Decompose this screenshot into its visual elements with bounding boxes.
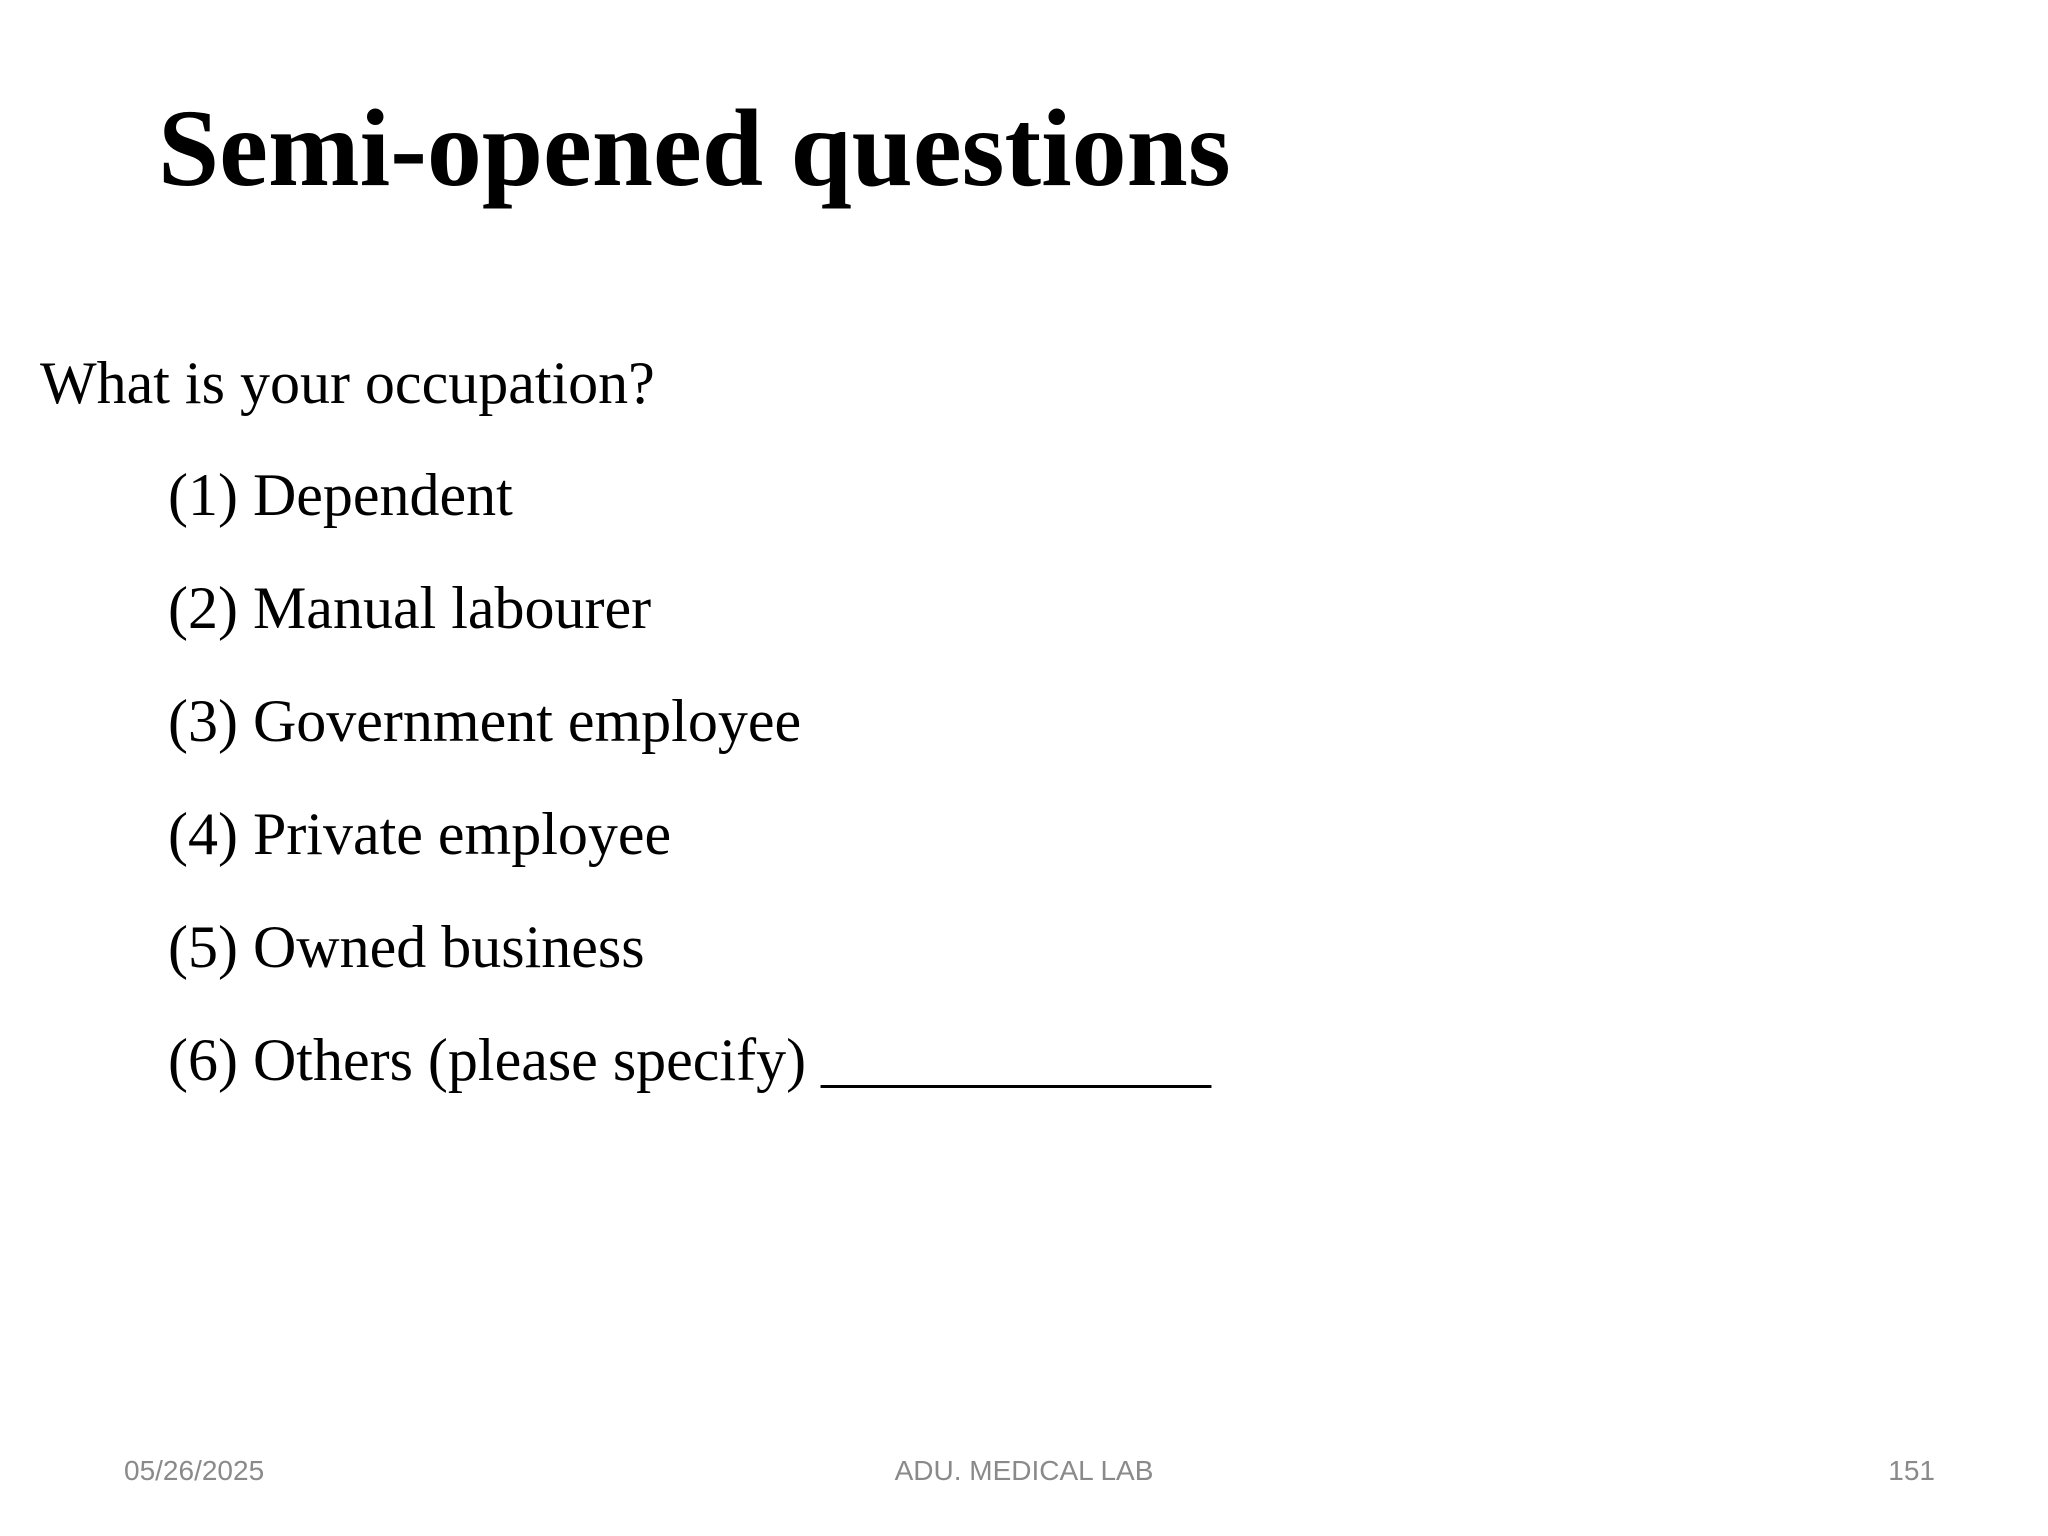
footer-date: 05/26/2025 [124,1455,265,1486]
footer-label: ADU. MEDICAL LAB [894,1455,1154,1486]
slide-number: 151 [1888,1455,1935,1486]
slide-title: Semi-opened questions [158,87,1231,209]
option-item: (2) Manual labourer [168,575,652,641]
option-item: (1) Dependent [168,462,513,528]
option-item: (3) Government employee [168,688,802,754]
question-text: What is your occupation? [40,350,655,416]
option-list [168,460,1211,1138]
option-item: (4) Private employee [168,801,672,867]
option-item: (5) Owned business [168,914,645,980]
option-item: (6) Others (please specify) _____________ [168,1027,1212,1093]
